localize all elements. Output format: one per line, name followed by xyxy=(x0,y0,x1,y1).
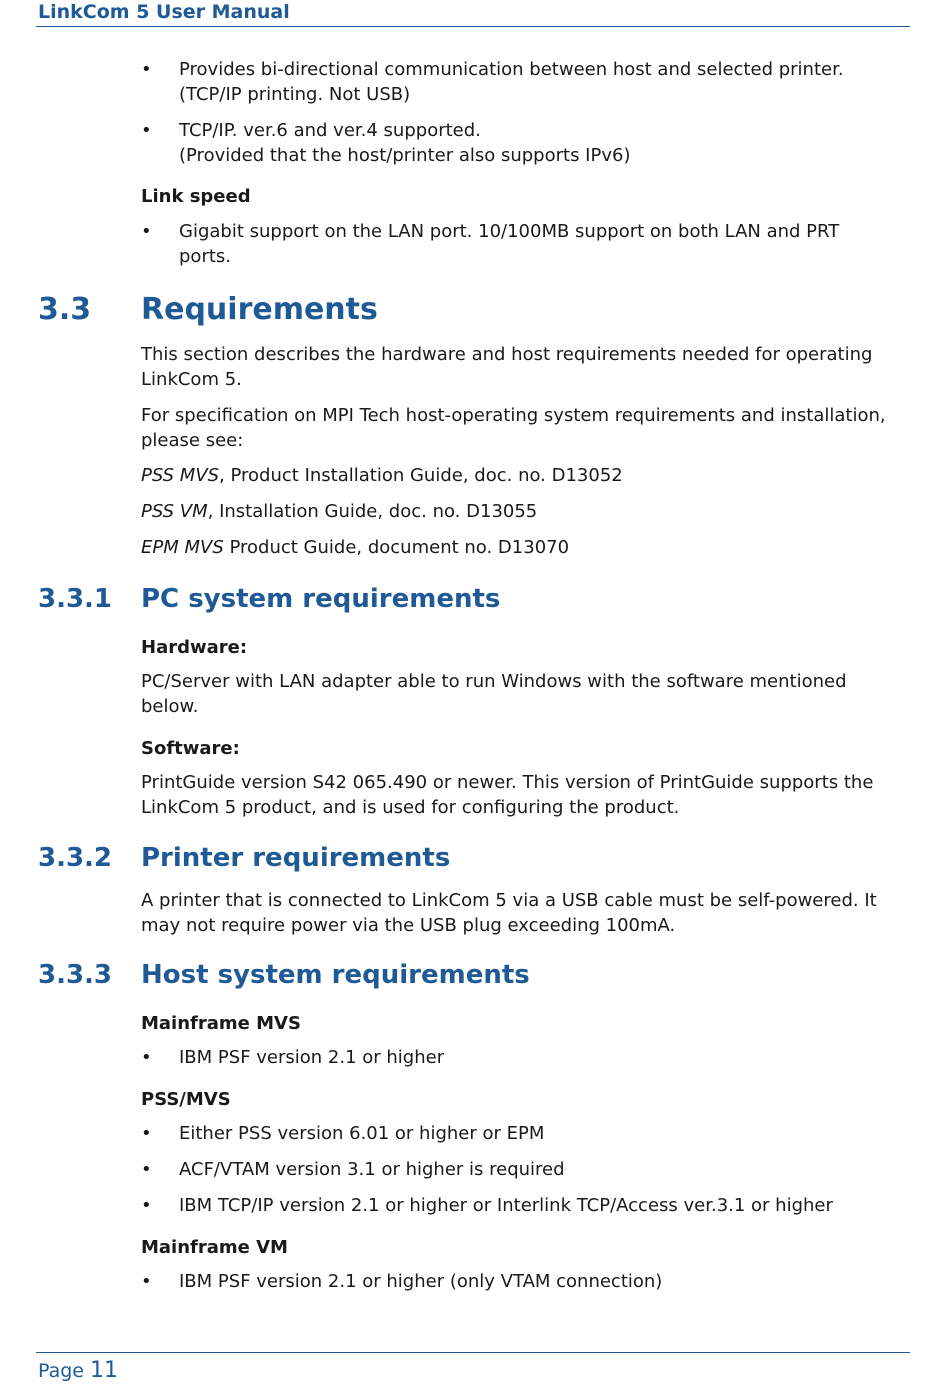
bullet-icon: • xyxy=(141,1123,152,1144)
page-footer xyxy=(38,1358,118,1383)
document-reference xyxy=(141,537,569,558)
paragraph-line: below. xyxy=(141,696,199,717)
bullet-icon: • xyxy=(141,1047,152,1068)
list-item xyxy=(141,1157,901,1182)
paragraph-line: This section describes the hardware and host requirements needed for operating xyxy=(141,344,873,365)
list-item xyxy=(141,57,901,107)
mainframe-mvs-heading: Mainframe MVS xyxy=(141,1013,301,1034)
document-reference xyxy=(141,501,537,522)
footer-divider xyxy=(36,1352,910,1353)
list-item-text: ACF/VTAM version 3.1 or higher is required xyxy=(179,1159,565,1180)
bullet-icon: • xyxy=(141,120,152,141)
paragraph-line: A printer that is connected to LinkCom 5 via a USB cable must be self-powered. It xyxy=(141,890,877,911)
software-heading: Software: xyxy=(141,738,240,759)
page-number: 11 xyxy=(90,1358,119,1383)
page-label: Page xyxy=(38,1360,84,1382)
list-item-text: IBM PSF version 2.1 or higher (only VTAM connection) xyxy=(179,1271,663,1292)
list-item-text: ports. xyxy=(179,246,231,267)
list-item-text: (Provided that the host/printer also supports IPv6) xyxy=(179,145,631,166)
list-item xyxy=(141,1045,901,1070)
list-item-text: IBM TCP/IP version 2.1 or higher or Interlink TCP/Access ver.3.1 or higher xyxy=(179,1195,833,1216)
list-item xyxy=(141,219,901,269)
list-item-text: Gigabit support on the LAN port. 10/100MB support on both LAN and PRT xyxy=(179,221,840,242)
reference-product: EPM MVS xyxy=(141,537,224,558)
list-item-text: TCP/IP. ver.6 and ver.4 supported. xyxy=(179,120,481,141)
paragraph-line: may not require power via the USB plug exceeding 100mA. xyxy=(141,915,676,936)
hardware-heading: Hardware: xyxy=(141,637,248,658)
section-title: Printer requirements xyxy=(141,843,451,873)
bullet-icon: • xyxy=(141,221,152,242)
document-reference xyxy=(141,465,623,486)
list-item xyxy=(141,1269,901,1294)
paragraph-line: please see: xyxy=(141,430,244,451)
printer-requirements-paragraph xyxy=(141,888,911,938)
hardware-paragraph xyxy=(141,669,911,719)
mainframe-vm-heading: Mainframe VM xyxy=(141,1237,288,1258)
bullet-icon: • xyxy=(141,1271,152,1292)
running-header-title: LinkCom 5 User Manual xyxy=(38,1,290,23)
reference-details: , Installation Guide, doc. no. D13055 xyxy=(207,501,538,522)
list-item-text: Provides bi-directional communication between host and selected printer. xyxy=(179,59,844,80)
list-item-text: IBM PSF version 2.1 or higher xyxy=(179,1047,445,1068)
section-title: Host system requirements xyxy=(141,960,530,990)
software-paragraph xyxy=(141,770,911,820)
section-title: Requirements xyxy=(141,292,378,327)
list-item-text: Either PSS version 6.01 or higher or EPM xyxy=(179,1123,545,1144)
paragraph-line: PC/Server with LAN adapter able to run Windows with the software mentioned xyxy=(141,671,847,692)
paragraph-line: For specification on MPI Tech host-operating system requirements and installation, xyxy=(141,405,886,426)
bullet-icon: • xyxy=(141,1159,152,1180)
section-number: 3.3 xyxy=(38,292,92,327)
reference-details: , Product Installation Guide, doc. no. D13052 xyxy=(219,465,623,486)
section-number: 3.3.1 xyxy=(38,584,113,614)
specification-paragraph xyxy=(141,403,911,453)
pss-mvs-heading: PSS/MVS xyxy=(141,1089,231,1110)
header-divider xyxy=(36,26,910,27)
requirements-intro-paragraph xyxy=(141,342,911,392)
reference-product: PSS VM xyxy=(141,501,208,522)
paragraph-line: LinkCom 5 product, and is used for configuring the product. xyxy=(141,797,680,818)
list-item xyxy=(141,118,901,168)
section-number: 3.3.3 xyxy=(38,960,113,990)
list-item-text: (TCP/IP printing. Not USB) xyxy=(179,84,411,105)
link-speed-heading: Link speed xyxy=(141,186,251,207)
list-item xyxy=(141,1193,901,1218)
section-number: 3.3.2 xyxy=(38,843,113,873)
reference-details: Product Guide, document no. D13070 xyxy=(223,537,570,558)
paragraph-line: LinkCom 5. xyxy=(141,369,242,390)
list-item xyxy=(141,1121,901,1146)
paragraph-line: PrintGuide version S42 065.490 or newer. This version of PrintGuide supports the xyxy=(141,772,874,793)
reference-product: PSS MVS xyxy=(141,465,220,486)
bullet-icon: • xyxy=(141,1195,152,1216)
bullet-icon: • xyxy=(141,59,152,80)
section-title: PC system requirements xyxy=(141,584,501,614)
